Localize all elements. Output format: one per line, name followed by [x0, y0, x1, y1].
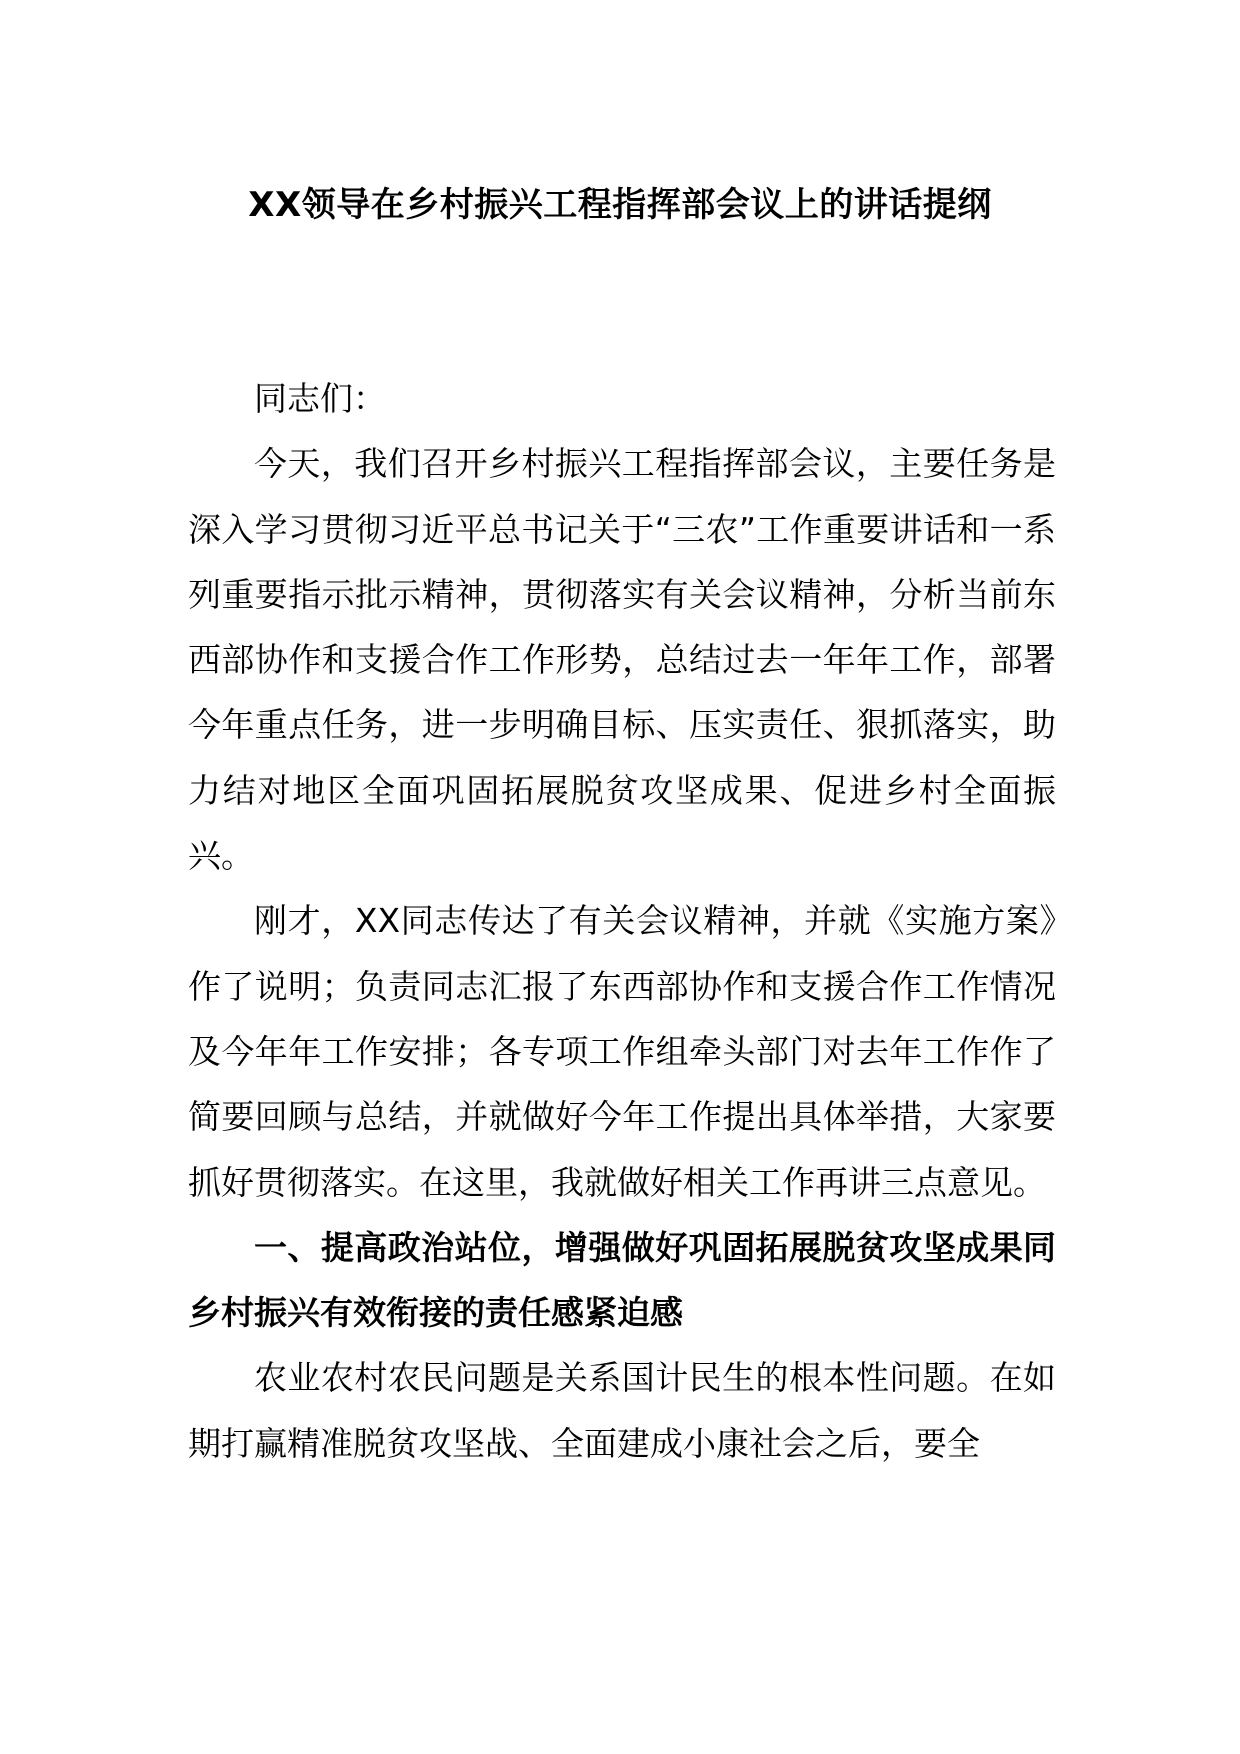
document-body [188, 366, 1056, 1476]
section-heading: 一、提高政治站位，增强做好巩固拓展脱贫攻坚成果同乡村振兴有效衔接的责任感紧迫感 [188, 1227, 1056, 1333]
document-title: XX领导在乡村振兴工程指挥部会议上的讲话提纲 [248, 185, 992, 225]
section-paragraph: 农业农村农民问题是关系国计民生的根本性问题。在如期打赢精准脱贫攻坚战、全面建成小康社会之后，要全 [188, 1358, 1056, 1463]
paragraph-summary: 刚才，XX同志传达了有关会议精神，并就《实施方案》作了说明；负责同志汇报了东西部协作和支援合作工作情况及今年年工作安排；各专项工作组牵头部门对去年工作作了简要回顾与总结，并就做好今年工作提出具体举措，大家要抓好贯彻落实。在这里，我就做好相关工作再讲三点意见。 [188, 901, 1056, 1202]
paragraph-opening: 今天，我们召开乡村振兴工程指挥部会议，主要任务是深入学习贯彻习近平总书记关于“三农”工作重要讲话和一系列重要指示批示精神，贯彻落实有关会议精神，分析当前东西部协作和支援合作工作形势，总结过去一年年工作，部署今年重点任务，进一步明确目标、压实责任、狠抓落实，助力结对地区全面巩固拓展脱贫攻坚成果、促进乡村全面振兴。 [188, 444, 1056, 876]
salutation: 同志们： [254, 379, 386, 418]
